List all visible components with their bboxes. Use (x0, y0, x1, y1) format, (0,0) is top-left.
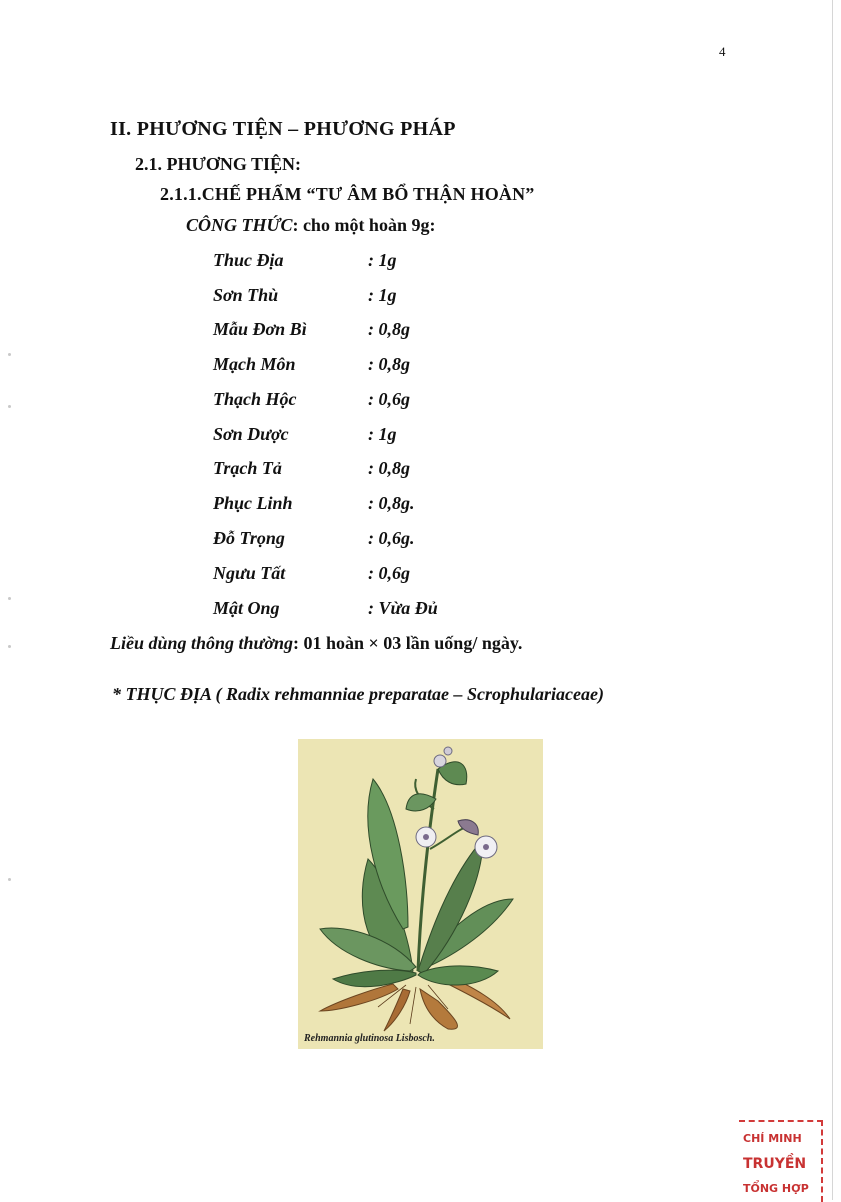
subsection-heading: 2.1. PHƯƠNG TIỆN: (135, 154, 302, 174)
ingredient-name: Thạch Hộc (213, 389, 297, 409)
product-heading: 2.1.1.CHẾ PHẨM “TƯ ÂM BỔ THẬN HOÀN” (160, 184, 535, 204)
rehmannia-plant-drawing (298, 739, 543, 1049)
stamp-text: CHÍ MINH (743, 1132, 802, 1145)
formula-label: CÔNG THỨC (186, 215, 293, 235)
scan-speck (8, 878, 11, 881)
ingredient-amount: : 0,8g (368, 354, 410, 374)
red-seal-stamp (739, 1120, 823, 1202)
ingredient-amount: : 0,8g (368, 458, 410, 478)
ingredient-name: Mật Ong (213, 598, 280, 618)
scan-speck (8, 597, 11, 600)
ingredient-name: Mạch Môn (213, 354, 296, 374)
scan-speck (8, 405, 11, 408)
figure-caption: Rehmannia glutinosa Lisbosch. (304, 1033, 435, 1044)
ingredient-name: Trạch Tả (213, 458, 282, 478)
scan-speck (8, 645, 11, 648)
page-number: 4 (719, 44, 726, 59)
ingredient-name: Sơn Dược (213, 424, 289, 444)
scan-edge-line (832, 0, 833, 1200)
dosage-label: Liều dùng thông thường (110, 633, 294, 653)
stamp-text: TỔNG HỢP (743, 1182, 809, 1195)
ingredient-name: Mẫu Đơn Bì (213, 319, 307, 339)
ingredient-name: Thuc Địa (213, 250, 284, 270)
ingredient-amount: : 0,6g. (368, 528, 415, 548)
ingredient-amount: : 1g (368, 424, 397, 444)
dosage-text: : 01 hoàn × 03 lần uống/ ngày. (293, 633, 523, 653)
section-heading: II. PHƯƠNG TIỆN – PHƯƠNG PHÁP (110, 118, 456, 140)
ingredient-amount: : 1g (368, 250, 397, 270)
species-heading: * THỤC ĐỊA ( Radix rehmanniae preparatae – Scrophulariaceae) (112, 684, 605, 704)
stamp-text: TRUYỀN (743, 1156, 807, 1172)
ingredient-amount: : Vừa Đủ (368, 598, 438, 618)
formula-line (186, 215, 435, 236)
ingredient-name: Đỗ Trọng (213, 528, 285, 548)
scan-speck (8, 353, 11, 356)
ingredient-amount: : 0,8g (368, 319, 410, 339)
dosage-line (110, 633, 522, 654)
ingredient-amount: : 0,6g (368, 563, 410, 583)
ingredient-amount: : 1g (368, 285, 397, 305)
ingredient-amount: : 0,6g (368, 389, 410, 409)
plant-illustration (298, 739, 543, 1049)
ingredient-name: Ngưu Tất (213, 563, 286, 583)
formula-text: : cho một hoàn 9g: (292, 215, 436, 235)
ingredient-name: Phục Linh (213, 493, 293, 513)
ingredient-amount: : 0,8g. (368, 493, 415, 513)
ingredient-name: Sơn Thù (213, 285, 279, 305)
